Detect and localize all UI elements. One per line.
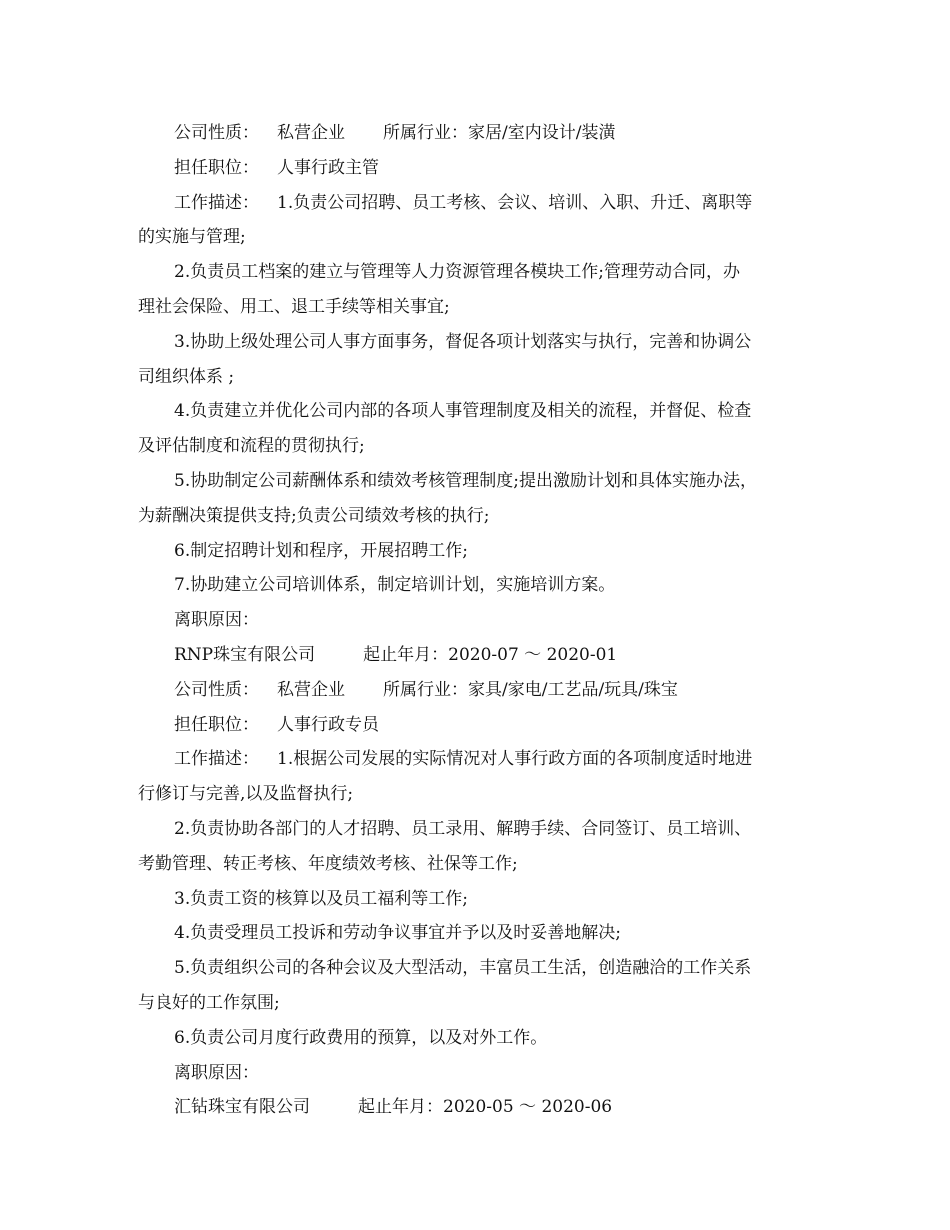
period-label: 起止年月： <box>358 1097 443 1118</box>
company-header-row <box>138 638 818 673</box>
company-nature-value: 私营企业 <box>277 679 345 700</box>
job-description-label: 工作描述： <box>174 192 259 213</box>
industry-value: 家居/室内设计/装潢 <box>468 123 616 143</box>
leave-reason-label: 离职原因： <box>174 1062 259 1083</box>
job-description-line: 5.负责组织公司的各种会议及大型活动，丰富员工生活，创造融洽的工作关系 <box>174 958 752 979</box>
job-description-first-line <box>138 742 818 777</box>
position-value: 人事行政专员 <box>277 714 379 735</box>
position-label: 担任职位： <box>174 157 259 178</box>
job-description-line: 3.负责工资的核算以及员工福利等工作; <box>174 888 468 909</box>
job-description-line: 为薪酬决策提供支持;负责公司绩效考核的执行; <box>138 505 490 526</box>
company-nature-label: 公司性质： <box>174 123 259 143</box>
job-description-text: 1.根据公司发展的实际情况对人事行政方面的各项制度适时地进 <box>277 749 753 770</box>
job-description-line: 2.负责协助各部门的人才招聘、员工录用、解聘手续、合同签订、员工培训、 <box>174 818 752 839</box>
company-name: RNP珠宝有限公司 <box>174 644 316 665</box>
company-name: 汇钻珠宝有限公司 <box>174 1097 310 1118</box>
period-value: 2020-05 ～ 2020-06 <box>443 1097 613 1118</box>
job-description-line: 的实施与管理; <box>138 227 246 248</box>
industry-label: 所属行业： <box>383 679 468 700</box>
leave-reason-label: 离职原因： <box>174 610 259 631</box>
job-description-first-line <box>138 186 818 221</box>
company-nature-value: 私营企业 <box>277 123 345 143</box>
job-description-line: 行修订与完善,以及监督执行; <box>138 784 354 805</box>
position-value: 人事行政主管 <box>277 157 379 178</box>
company-nature-label: 公司性质： <box>174 679 259 700</box>
job-description-line: 考勤管理、转正考核、年度绩效考核、社保等工作; <box>138 853 518 874</box>
job-description-text: 1.负责公司招聘、员工考核、会议、培训、入职、升迁、离职等 <box>277 192 753 213</box>
job-description-line: 7.协助建立公司培训体系，制定培训计划，实施培训方案。 <box>174 575 616 596</box>
job-description-line: 6.制定招聘计划和程序，开展招聘工作; <box>174 540 468 561</box>
position-label: 担任职位： <box>174 714 259 735</box>
job-description-line: 6.负责公司月度行政费用的预算，以及对外工作。 <box>174 1027 548 1048</box>
job-description-line: 4.负责建立并优化公司内部的各项人事管理制度及相关的流程，并督促、检查 <box>174 401 752 422</box>
company-nature-row <box>138 673 818 708</box>
job-description-line: 理社会保险、用工、退工手续等相关事宜; <box>138 296 450 317</box>
job-description-line: 及评估制度和流程的贯彻执行; <box>138 436 365 457</box>
position-row <box>138 708 818 743</box>
company-header-row <box>138 1090 818 1125</box>
period-label: 起止年月： <box>363 644 449 665</box>
resume-work-experience <box>138 116 818 1125</box>
job-description-line: 5.协助制定公司薪酬体系和绩效考核管理制度;提出激励计划和具体实施办法， <box>174 470 757 491</box>
job-description-line: 3.协助上级处理公司人事方面事务，督促各项计划落实与执行，完善和协调公 <box>174 331 752 352</box>
job-description-line: 司组织体系 ; <box>138 366 235 387</box>
industry-value: 家具/家电/工艺品/玩具/珠宝 <box>468 679 678 700</box>
industry-label: 所属行业： <box>383 123 468 143</box>
job-description-line: 4.负责受理员工投诉和劳动争议事宜并予以及时妥善地解决; <box>174 923 621 944</box>
position-row <box>138 151 818 186</box>
job-description-line: 与良好的工作氛围; <box>138 992 280 1013</box>
job-description-label: 工作描述： <box>174 749 259 770</box>
period-value: 2020-07 ～ 2020-01 <box>448 644 618 665</box>
job-description-line: 2.负责员工档案的建立与管理等人力资源管理各模块工作;管理劳动合同，办 <box>174 262 740 283</box>
company-nature-row <box>138 116 818 151</box>
